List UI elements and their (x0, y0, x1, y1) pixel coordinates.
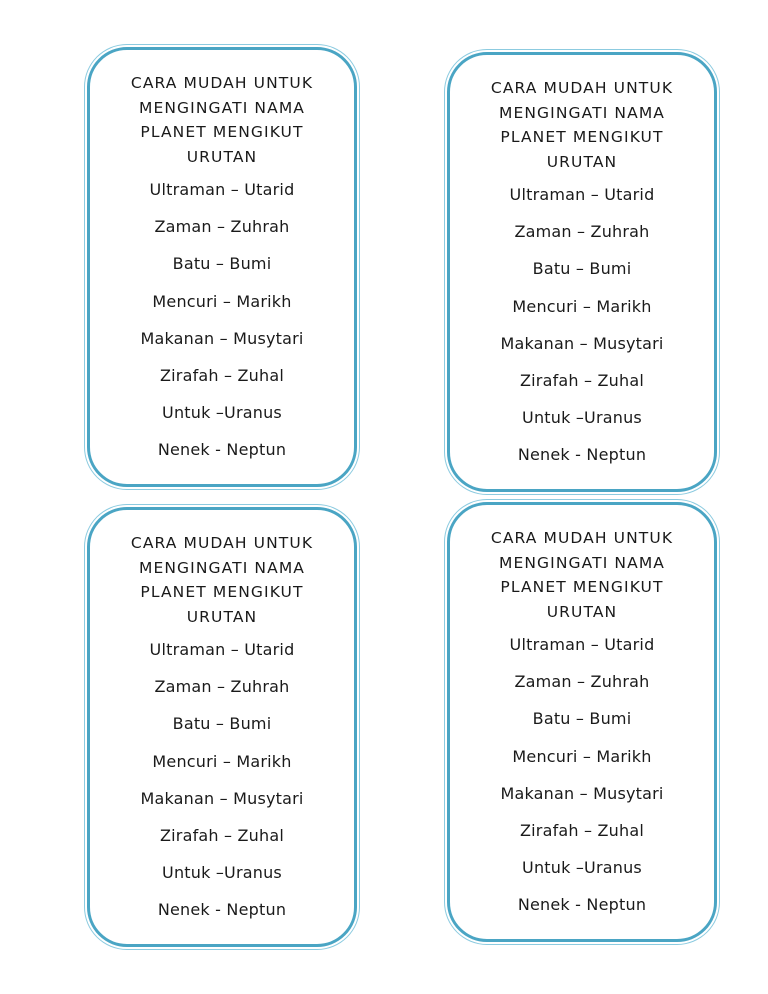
mnemonic-card (87, 47, 357, 487)
mnemonic-list (90, 180, 354, 478)
mnemonic-card (87, 507, 357, 947)
mnemonic-item: Mencuri – Marikh (512, 746, 652, 766)
mnemonic-item: Makanan – Musytari (500, 783, 664, 803)
mnemonic-item: Untuk –Uranus (162, 403, 282, 423)
mnemonic-item: Zaman – Zuhrah (514, 222, 650, 242)
mnemonic-item: Mencuri – Marikh (152, 291, 292, 311)
mnemonic-item: Nenek - Neptun (157, 900, 287, 920)
mnemonic-list (90, 640, 354, 938)
mnemonic-item: Mencuri – Marikh (152, 751, 292, 771)
mnemonic-item: Untuk –Uranus (522, 858, 642, 878)
mnemonic-item: Batu – Bumi (532, 259, 632, 279)
mnemonic-list (450, 185, 714, 483)
card-title: CARA MUDAH UNTUK MENGINGATI NAMA PLANET MENGIKUT URUTAN (130, 74, 314, 166)
mnemonic-item: Zirafah – Zuhal (159, 365, 285, 385)
mnemonic-item: Ultraman – Utarid (509, 635, 655, 654)
mnemonic-item: Untuk –Uranus (522, 408, 642, 428)
mnemonic-item: Zirafah – Zuhal (159, 825, 285, 845)
mnemonic-item: Makanan – Musytari (140, 328, 304, 348)
mnemonic-item: Nenek - Neptun (517, 445, 647, 465)
mnemonic-item: Nenek - Neptun (517, 895, 647, 915)
mnemonic-item: Batu – Bumi (172, 714, 272, 734)
mnemonic-item: Zaman – Zuhrah (154, 677, 290, 697)
mnemonic-item: Batu – Bumi (172, 254, 272, 274)
mnemonic-item: Batu – Bumi (532, 709, 632, 729)
mnemonic-item: Ultraman – Utarid (149, 180, 295, 199)
mnemonic-item: Untuk –Uranus (162, 863, 282, 883)
mnemonic-card (447, 52, 717, 492)
mnemonic-item: Ultraman – Utarid (509, 185, 655, 204)
mnemonic-item: Mencuri – Marikh (512, 296, 652, 316)
mnemonic-list (450, 635, 714, 933)
mnemonic-item: Nenek - Neptun (157, 440, 287, 460)
card-title: CARA MUDAH UNTUK MENGINGATI NAMA PLANET MENGIKUT URUTAN (130, 534, 314, 626)
mnemonic-item: Zirafah – Zuhal (519, 820, 645, 840)
mnemonic-item: Zaman – Zuhrah (154, 217, 290, 237)
mnemonic-card (447, 502, 717, 942)
mnemonic-item: Makanan – Musytari (140, 788, 304, 808)
mnemonic-item: Zirafah – Zuhal (519, 370, 645, 390)
mnemonic-item: Makanan – Musytari (500, 333, 664, 353)
mnemonic-item: Zaman – Zuhrah (514, 672, 650, 692)
card-title: CARA MUDAH UNTUK MENGINGATI NAMA PLANET MENGIKUT URUTAN (490, 79, 674, 171)
mnemonic-item: Ultraman – Utarid (149, 640, 295, 659)
card-title: CARA MUDAH UNTUK MENGINGATI NAMA PLANET MENGIKUT URUTAN (490, 529, 674, 621)
